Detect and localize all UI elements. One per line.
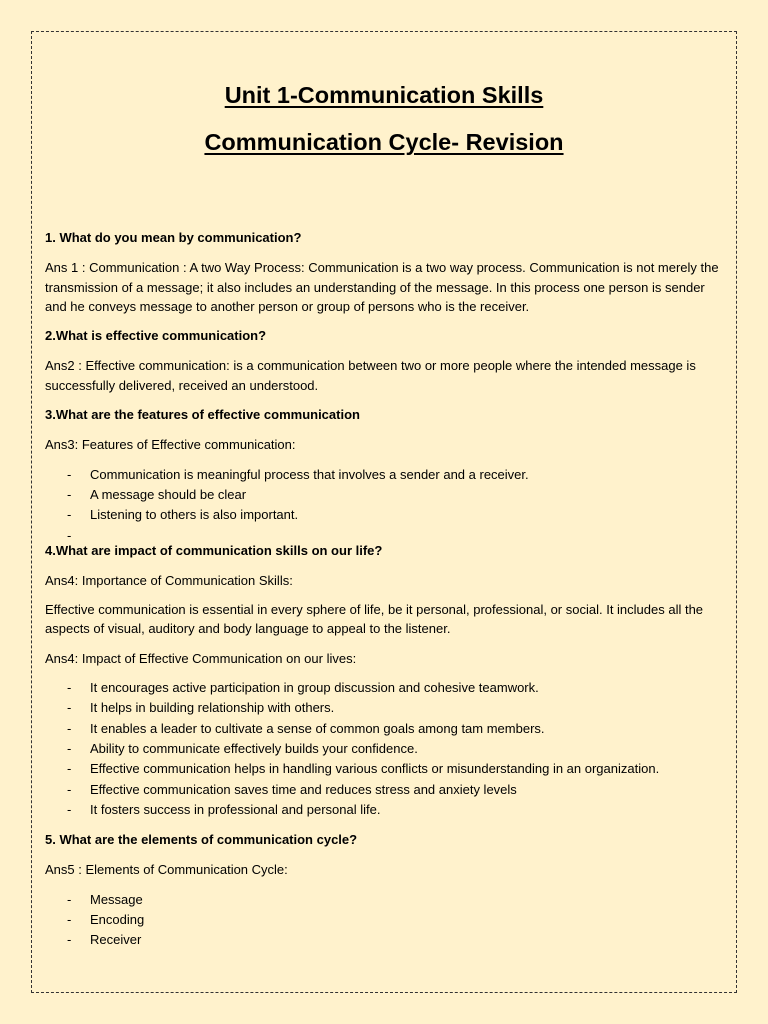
answer-4-paragraph: Effective communication is essential in every sphere of life, be it personal, professional, or social. It includes all the aspects of visual, auditory and body language to appeal to the listener.	[45, 602, 704, 637]
list-item: - Encoding	[45, 910, 725, 930]
list-item: - Listening to others is also important.	[45, 505, 725, 525]
document-body	[45, 228, 725, 961]
question-3: 3.What are the features of effective communication	[45, 407, 360, 423]
question-1: 1. What do you mean by communication?	[45, 230, 302, 245]
list-item: - Receiver	[45, 930, 725, 950]
list-item: - It fosters success in professional and personal life.	[45, 800, 725, 820]
question-5: 5. What are the elements of communication cycle?	[45, 832, 358, 848]
list-item: - Effective communication saves time and reduces stress and anxiety levels	[45, 780, 725, 800]
list-item: - Communication is meaningful process that involves a sender and a receiver.	[45, 465, 725, 485]
answer-1: Ans 1 : Communication : A two Way Process: Communication is a two way process. Communication is not merely the transmission of a message; it also includes an understanding of the message. In this process one person is sender and he conveys message to another person or group of persons who is the receiver.	[45, 260, 719, 314]
impact-list	[45, 678, 725, 820]
answer-4-impact: Ans4: Impact of Effective Communication on our lives:	[45, 650, 357, 666]
list-item: - It enables a leader to cultivate a sense of common goals among tam members.	[45, 719, 725, 739]
list-item: - Message	[45, 890, 725, 910]
features-list	[45, 465, 725, 526]
list-item: - Ability to communicate effectively builds your confidence.	[45, 739, 725, 759]
list-item: - It helps in building relationship with others.	[45, 698, 725, 718]
list-item: - Effective communication helps in handling various conflicts or misunderstanding in an organization.	[45, 759, 725, 779]
list-item: - A message should be clear	[45, 485, 725, 505]
question-4: 4.What are impact of communication skills on our life?	[45, 542, 383, 558]
answer-2: Ans2 : Effective communication: is a communication between two or more people where the intended message is successfully delivered, received an understood.	[45, 358, 696, 393]
page-title: Unit 1-Communication Skills	[224, 82, 544, 108]
answer-4-intro: Ans4: Importance of Communication Skills:	[45, 572, 293, 588]
answer-5: Ans5 : Elements of Communication Cycle:	[45, 862, 288, 878]
list-item: - It encourages active participation in group discussion and cohesive teamwork.	[45, 678, 725, 698]
elements-list	[45, 890, 725, 951]
page-subtitle: Communication Cycle- Revision	[204, 129, 564, 155]
question-2: 2.What is effective communication?	[45, 328, 267, 344]
answer-3: Ans3: Features of Effective communication:	[45, 437, 296, 453]
